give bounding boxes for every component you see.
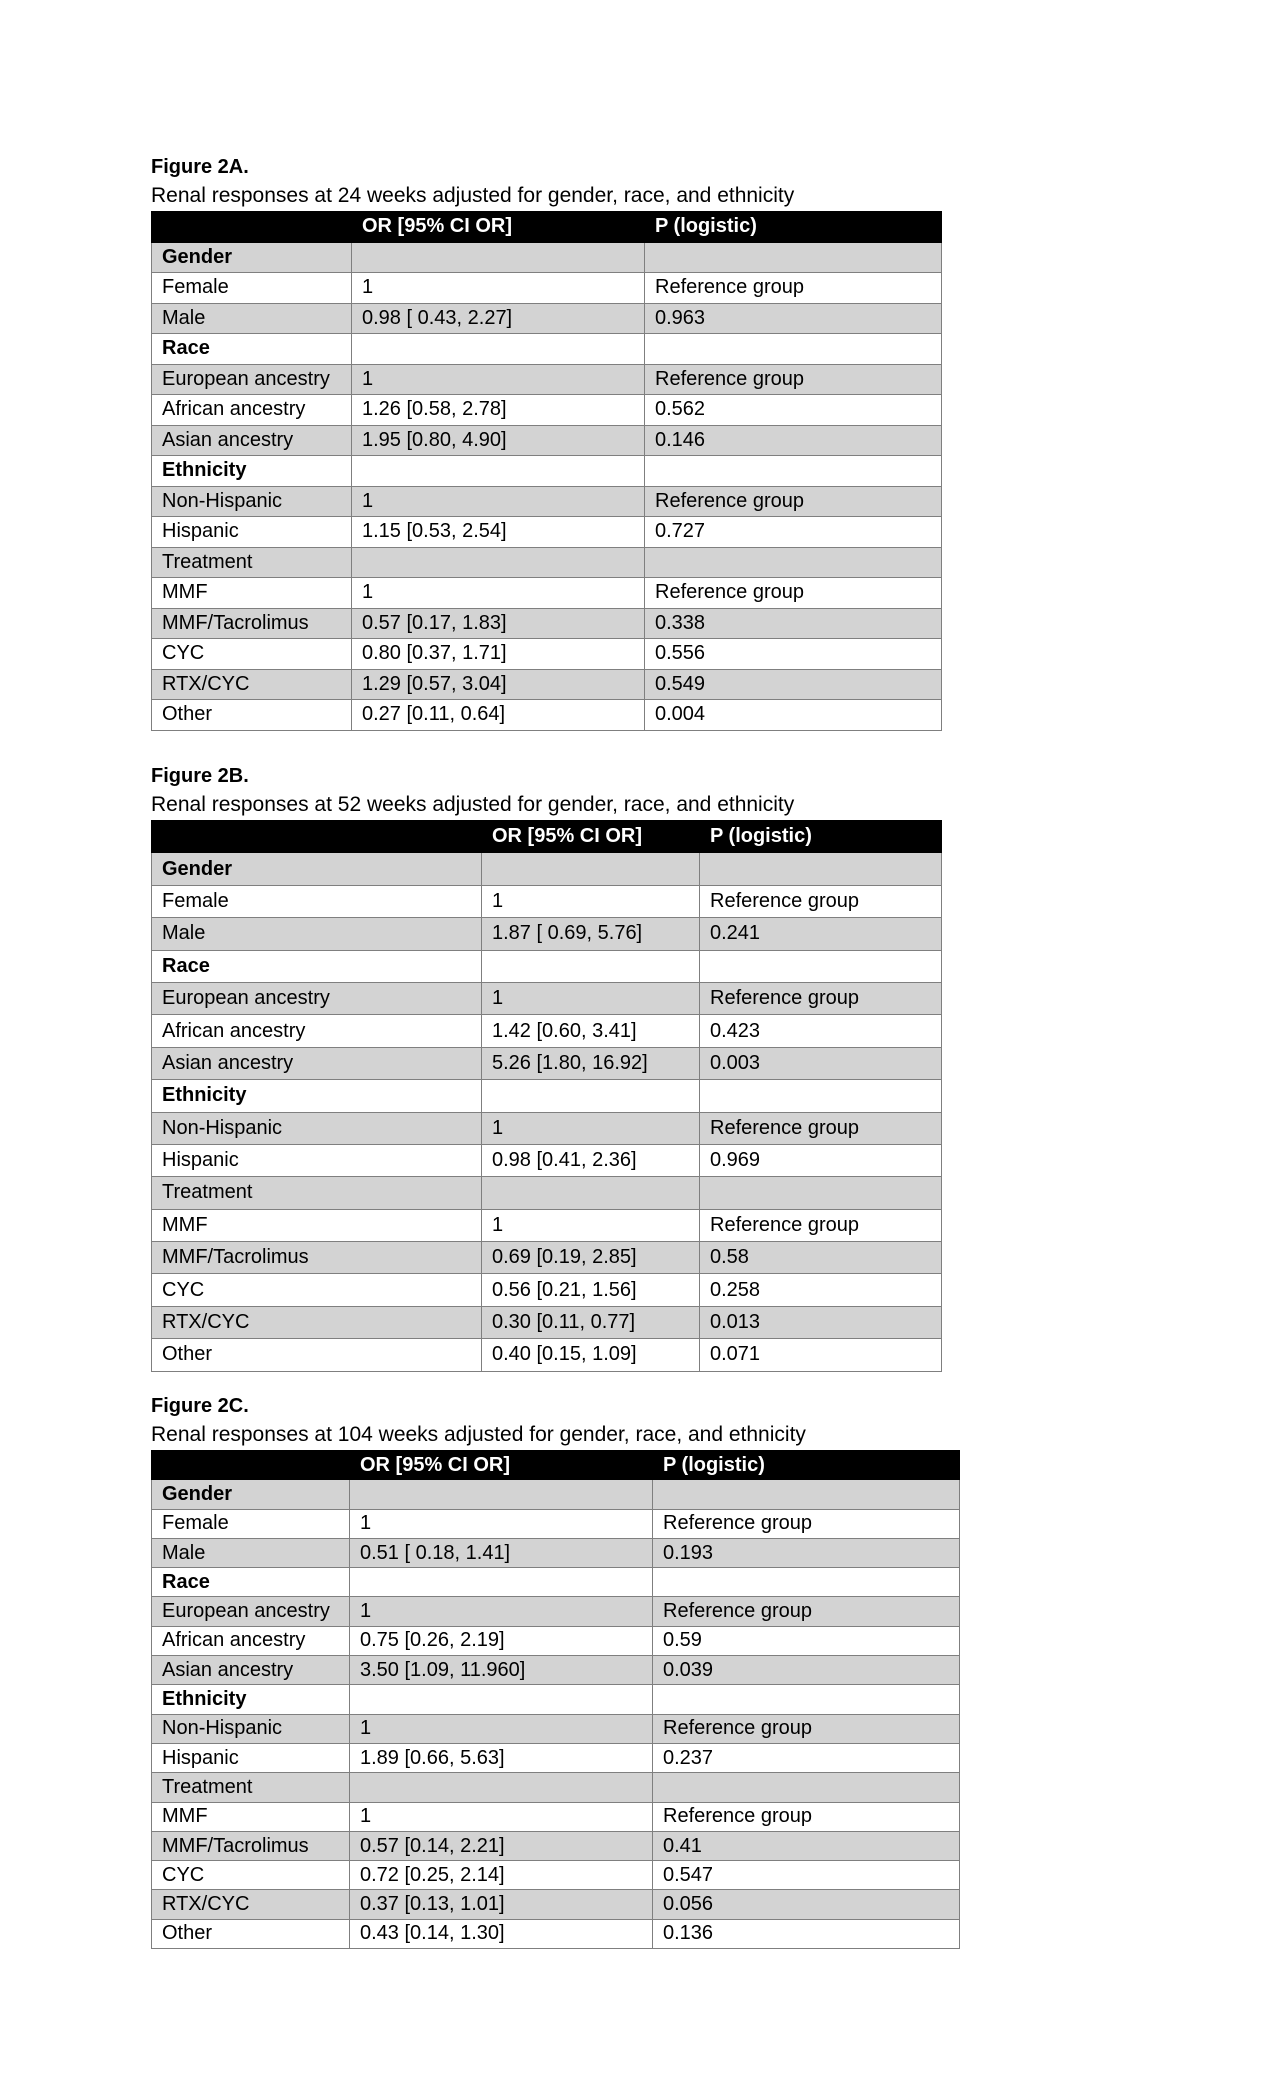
row-label: Female	[152, 885, 482, 917]
odds-ratio-cell: 1.15 [0.53, 2.54]	[352, 517, 645, 548]
row-label: CYC	[152, 1861, 350, 1890]
row-label: Female	[152, 273, 352, 304]
table-row	[152, 1274, 942, 1306]
row-label: Asian ancestry	[152, 1656, 350, 1685]
p-value-cell	[653, 1773, 960, 1802]
table-row	[152, 1802, 960, 1831]
figure-title: Figure 2A.	[151, 156, 249, 178]
figure-2b	[151, 762, 942, 1372]
p-value-cell	[645, 456, 942, 487]
odds-ratio-cell	[352, 456, 645, 487]
odds-ratio-cell: 0.30 [0.11, 0.77]	[482, 1306, 700, 1338]
p-value-cell: Reference group	[653, 1714, 960, 1743]
odds-ratio-cell: 0.75 [0.26, 2.19]	[350, 1626, 653, 1655]
p-value-cell: Reference group	[700, 885, 942, 917]
p-value-cell: Reference group	[700, 1112, 942, 1144]
row-label: Female	[152, 1509, 350, 1538]
table-row	[152, 547, 942, 578]
p-value-cell	[700, 853, 942, 885]
odds-ratio-cell: 0.72 [0.25, 2.14]	[350, 1861, 653, 1890]
odds-ratio-cell: 0.57 [0.17, 1.83]	[352, 608, 645, 639]
table-row	[152, 395, 942, 426]
odds-ratio-cell: 0.56 [0.21, 1.56]	[482, 1274, 700, 1306]
figure-caption: Renal responses at 24 weeks adjusted for gender, race, and ethnicity	[151, 184, 795, 207]
odds-ratio-cell	[482, 950, 700, 982]
figure-title: Figure 2B.	[151, 765, 249, 787]
odds-ratio-cell: 1	[352, 273, 645, 304]
p-value-cell: 0.549	[645, 669, 942, 700]
p-value-cell: 0.071	[700, 1339, 942, 1371]
group-row	[152, 334, 942, 365]
odds-ratio-cell: 0.98 [0.41, 2.36]	[482, 1144, 700, 1176]
table-row	[152, 1112, 942, 1144]
p-value-cell: 0.258	[700, 1274, 942, 1306]
odds-ratio-cell	[482, 1080, 700, 1112]
table-row	[152, 1773, 960, 1802]
row-label: CYC	[152, 639, 352, 670]
p-value-cell: 0.727	[645, 517, 942, 548]
group-row	[152, 1685, 960, 1714]
table-row	[152, 1743, 960, 1772]
table-row	[152, 1306, 942, 1338]
p-value-cell: Reference group	[645, 486, 942, 517]
row-label: Race	[152, 1568, 350, 1597]
p-value-cell: 0.547	[653, 1861, 960, 1890]
figure-2c	[151, 1392, 960, 1949]
odds-ratio-cell: 1	[352, 578, 645, 609]
table-row	[152, 425, 942, 456]
odds-ratio-cell: 1.89 [0.66, 5.63]	[350, 1743, 653, 1772]
row-label: RTX/CYC	[152, 669, 352, 700]
odds-ratio-cell	[352, 334, 645, 365]
p-value-cell	[653, 1685, 960, 1714]
p-value-cell: Reference group	[653, 1597, 960, 1626]
row-label: MMF	[152, 1802, 350, 1831]
table-row	[152, 364, 942, 395]
odds-ratio-cell: 0.27 [0.11, 0.64]	[352, 700, 645, 731]
figure-2a	[151, 153, 942, 731]
p-value-cell: 0.963	[645, 303, 942, 334]
p-value-cell: 0.562	[645, 395, 942, 426]
odds-ratio-cell: 0.80 [0.37, 1.71]	[352, 639, 645, 670]
odds-ratio-cell: 1	[350, 1509, 653, 1538]
p-value-cell: Reference group	[645, 273, 942, 304]
p-value-cell	[653, 1480, 960, 1509]
odds-ratio-cell: 3.50 [1.09, 11.960]	[350, 1656, 653, 1685]
p-value-cell: 0.241	[700, 918, 942, 950]
table-row	[152, 1861, 960, 1890]
header-p: P (logistic)	[700, 821, 942, 853]
row-label: Male	[152, 918, 482, 950]
p-value-cell: 0.237	[653, 1743, 960, 1772]
row-label: MMF	[152, 578, 352, 609]
p-value-cell: 0.969	[700, 1144, 942, 1176]
odds-ratio-cell	[352, 547, 645, 578]
row-label: Hispanic	[152, 1144, 482, 1176]
row-label: Other	[152, 700, 352, 731]
p-value-cell	[700, 1177, 942, 1209]
p-value-cell	[645, 334, 942, 365]
odds-ratio-cell: 1	[482, 1209, 700, 1241]
header-or: OR [95% CI OR]	[482, 821, 700, 853]
table-row	[152, 1509, 960, 1538]
table-row	[152, 1890, 960, 1919]
row-label: Treatment	[152, 547, 352, 578]
odds-ratio-cell: 1	[482, 982, 700, 1014]
figure-title: Figure 2C.	[151, 1395, 249, 1417]
p-value-cell: 0.41	[653, 1831, 960, 1860]
figure-caption: Renal responses at 52 weeks adjusted for gender, race, and ethnicity	[151, 793, 795, 816]
row-label: MMF/Tacrolimus	[152, 608, 352, 639]
row-label: Gender	[152, 242, 352, 273]
row-label: MMF	[152, 1209, 482, 1241]
row-label: Non-Hispanic	[152, 486, 352, 517]
p-value-cell: Reference group	[653, 1509, 960, 1538]
p-value-cell: 0.146	[645, 425, 942, 456]
p-value-cell: 0.338	[645, 608, 942, 639]
odds-ratio-cell: 0.51 [ 0.18, 1.41]	[350, 1538, 653, 1567]
p-value-cell: Reference group	[700, 1209, 942, 1241]
table-row	[152, 1919, 960, 1948]
table-row	[152, 1242, 942, 1274]
odds-ratio-cell: 5.26 [1.80, 16.92]	[482, 1047, 700, 1079]
table-row	[152, 669, 942, 700]
table-row	[152, 1339, 942, 1371]
p-value-cell	[645, 547, 942, 578]
group-row	[152, 853, 942, 885]
row-label: MMF/Tacrolimus	[152, 1831, 350, 1860]
row-label: CYC	[152, 1274, 482, 1306]
row-label: Ethnicity	[152, 456, 352, 487]
odds-ratio-cell: 0.57 [0.14, 2.21]	[350, 1831, 653, 1860]
header-label	[152, 821, 482, 853]
table-row	[152, 517, 942, 548]
row-label: Ethnicity	[152, 1685, 350, 1714]
p-value-cell: 0.58	[700, 1242, 942, 1274]
odds-ratio-cell: 1	[350, 1714, 653, 1743]
figure-caption: Renal responses at 104 weeks adjusted for gender, race, and ethnicity	[151, 1423, 806, 1446]
table-row	[152, 1714, 960, 1743]
row-label: Treatment	[152, 1177, 482, 1209]
table-row	[152, 578, 942, 609]
table-row	[152, 1209, 942, 1241]
header-p: P (logistic)	[653, 1451, 960, 1480]
row-label: MMF/Tacrolimus	[152, 1242, 482, 1274]
results-table	[151, 1450, 960, 1949]
row-label: Treatment	[152, 1773, 350, 1802]
table-row	[152, 1047, 942, 1079]
table-row	[152, 639, 942, 670]
odds-ratio-cell: 1.42 [0.60, 3.41]	[482, 1015, 700, 1047]
odds-ratio-cell: 1.29 [0.57, 3.04]	[352, 669, 645, 700]
p-value-cell: Reference group	[645, 578, 942, 609]
p-value-cell: 0.056	[653, 1890, 960, 1919]
table-row	[152, 1597, 960, 1626]
table-row	[152, 1656, 960, 1685]
odds-ratio-cell: 1.87 [ 0.69, 5.76]	[482, 918, 700, 950]
row-label: Hispanic	[152, 517, 352, 548]
row-label: African ancestry	[152, 1015, 482, 1047]
row-label: European ancestry	[152, 364, 352, 395]
table-row	[152, 303, 942, 334]
table-header-row	[152, 821, 942, 853]
row-label: European ancestry	[152, 1597, 350, 1626]
odds-ratio-cell: 0.37 [0.13, 1.01]	[350, 1890, 653, 1919]
row-label: Race	[152, 334, 352, 365]
table-row	[152, 486, 942, 517]
p-value-cell: 0.423	[700, 1015, 942, 1047]
odds-ratio-cell	[482, 853, 700, 885]
odds-ratio-cell: 0.69 [0.19, 2.85]	[482, 1242, 700, 1274]
p-value-cell	[653, 1568, 960, 1597]
odds-ratio-cell: 1.26 [0.58, 2.78]	[352, 395, 645, 426]
group-row	[152, 950, 942, 982]
table-row	[152, 1538, 960, 1567]
odds-ratio-cell	[350, 1480, 653, 1509]
table-header-row	[152, 212, 942, 243]
group-row	[152, 1480, 960, 1509]
group-row	[152, 1568, 960, 1597]
row-label: RTX/CYC	[152, 1306, 482, 1338]
odds-ratio-cell	[352, 242, 645, 273]
odds-ratio-cell	[482, 1177, 700, 1209]
row-label: European ancestry	[152, 982, 482, 1014]
table-row	[152, 608, 942, 639]
odds-ratio-cell: 1.95 [0.80, 4.90]	[352, 425, 645, 456]
p-value-cell: Reference group	[645, 364, 942, 395]
p-value-cell: Reference group	[653, 1802, 960, 1831]
table-row	[152, 700, 942, 731]
table-row	[152, 918, 942, 950]
table-row	[152, 1177, 942, 1209]
header-or: OR [95% CI OR]	[352, 212, 645, 243]
odds-ratio-cell: 0.40 [0.15, 1.09]	[482, 1339, 700, 1371]
row-label: RTX/CYC	[152, 1890, 350, 1919]
row-label: Asian ancestry	[152, 425, 352, 456]
odds-ratio-cell: 1	[482, 885, 700, 917]
table-row	[152, 273, 942, 304]
odds-ratio-cell: 1	[482, 1112, 700, 1144]
group-row	[152, 1080, 942, 1112]
p-value-cell: 0.136	[653, 1919, 960, 1948]
row-label: African ancestry	[152, 1626, 350, 1655]
p-value-cell: 0.193	[653, 1538, 960, 1567]
row-label: Gender	[152, 1480, 350, 1509]
p-value-cell: 0.59	[653, 1626, 960, 1655]
row-label: Hispanic	[152, 1743, 350, 1772]
odds-ratio-cell: 0.98 [ 0.43, 2.27]	[352, 303, 645, 334]
table-row	[152, 885, 942, 917]
group-row	[152, 242, 942, 273]
p-value-cell	[700, 1080, 942, 1112]
header-label	[152, 212, 352, 243]
header-label	[152, 1451, 350, 1480]
table-row	[152, 1831, 960, 1860]
row-label: Other	[152, 1919, 350, 1948]
header-p: P (logistic)	[645, 212, 942, 243]
p-value-cell: Reference group	[700, 982, 942, 1014]
odds-ratio-cell: 1	[352, 364, 645, 395]
row-label: Gender	[152, 853, 482, 885]
row-label: Other	[152, 1339, 482, 1371]
odds-ratio-cell	[350, 1685, 653, 1714]
odds-ratio-cell	[350, 1568, 653, 1597]
row-label: Ethnicity	[152, 1080, 482, 1112]
results-table	[151, 211, 942, 731]
row-label: Male	[152, 303, 352, 334]
row-label: African ancestry	[152, 395, 352, 426]
header-or: OR [95% CI OR]	[350, 1451, 653, 1480]
row-label: Asian ancestry	[152, 1047, 482, 1079]
odds-ratio-cell	[350, 1773, 653, 1802]
p-value-cell	[700, 950, 942, 982]
p-value-cell: 0.013	[700, 1306, 942, 1338]
table-row	[152, 1144, 942, 1176]
odds-ratio-cell: 1	[350, 1597, 653, 1626]
table-row	[152, 982, 942, 1014]
p-value-cell: 0.556	[645, 639, 942, 670]
odds-ratio-cell: 1	[350, 1802, 653, 1831]
p-value-cell	[645, 242, 942, 273]
p-value-cell: 0.004	[645, 700, 942, 731]
row-label: Non-Hispanic	[152, 1714, 350, 1743]
row-label: Race	[152, 950, 482, 982]
odds-ratio-cell: 1	[352, 486, 645, 517]
table-row	[152, 1015, 942, 1047]
table-row	[152, 1626, 960, 1655]
p-value-cell: 0.039	[653, 1656, 960, 1685]
results-table	[151, 820, 942, 1372]
table-header-row	[152, 1451, 960, 1480]
p-value-cell: 0.003	[700, 1047, 942, 1079]
group-row	[152, 456, 942, 487]
row-label: Non-Hispanic	[152, 1112, 482, 1144]
row-label: Male	[152, 1538, 350, 1567]
odds-ratio-cell: 0.43 [0.14, 1.30]	[350, 1919, 653, 1948]
